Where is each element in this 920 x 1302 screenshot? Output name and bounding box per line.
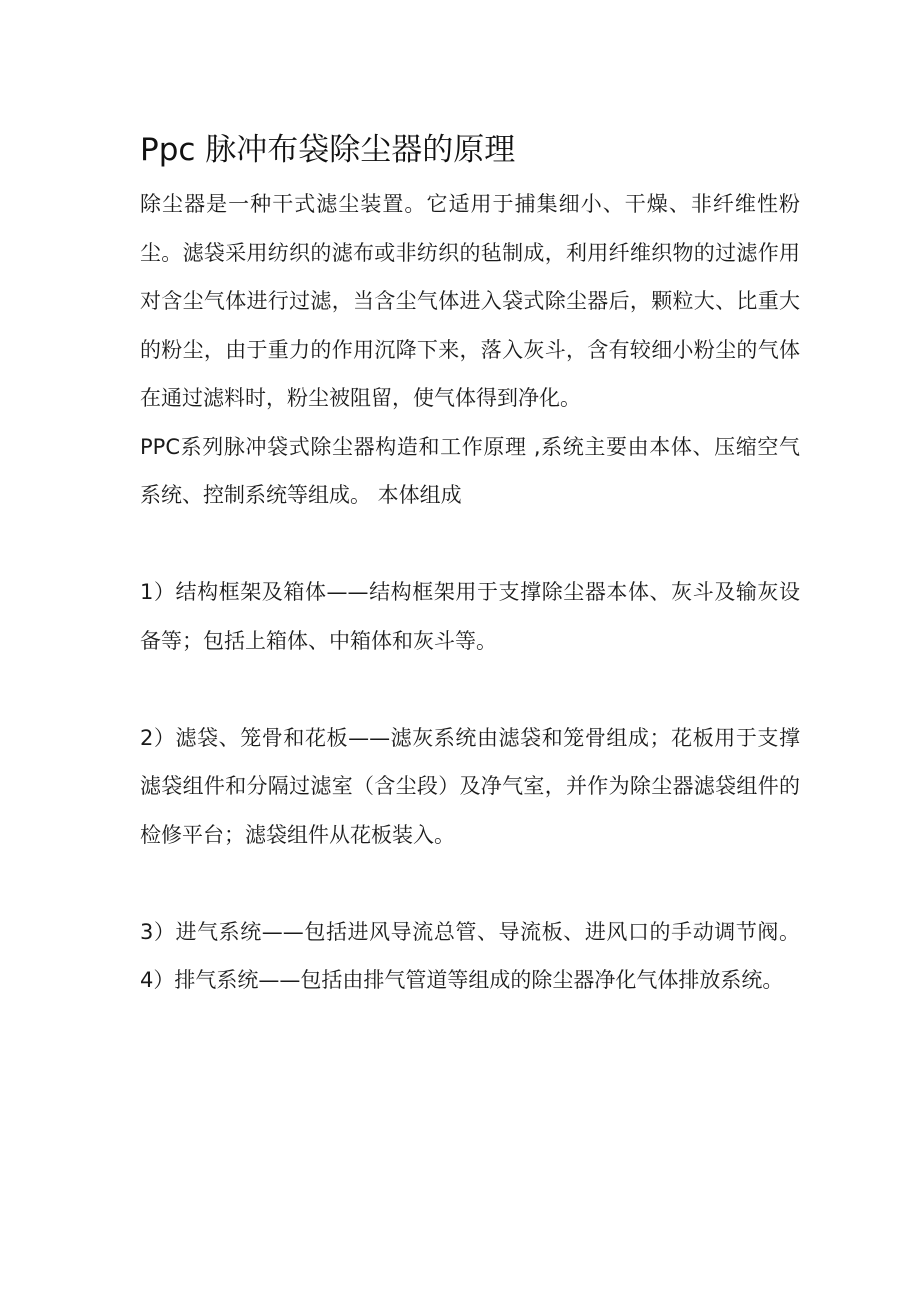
paragraph-ppc-overview: PPC系列脉冲袋式除尘器构造和工作原理 ,系统主要由本体、压缩空气系统、控制系统等组成。 本体组成 xyxy=(140,434,800,507)
paragraph-intro: 除尘器是一种干式滤尘装置。它适用于捕集细小、干燥、非纤维性粉尘。滤袋采用纺织的滤布或非纺织的毡制成，利用纤维织物的过滤作用对含尘气体进行过滤，当含尘气体进入袋式除尘器后，颗粒大、比重大的粉尘，由于重力的作用沉降下来，落入灰斗，含有较细小粉尘的气体在通过滤料时，粉尘被阻留，使气体得到净化。 xyxy=(140,192,800,410)
document-page xyxy=(140,128,800,1005)
spacer xyxy=(140,520,800,569)
spacer xyxy=(140,665,800,714)
paragraph-item-1: 1）结构框架及箱体——结构框架用于支撑除尘器本体、灰斗及输灰设备等；包括上箱体、中箱体和灰斗等。 xyxy=(140,580,800,653)
paragraph-item-2: 2）滤袋、笼骨和花板——滤灰系统由滤袋和笼骨组成；花板用于支撑滤袋组件和分隔过滤室（含尘段）及净气室，并作为除尘器滤袋组件的检修平台；滤袋组件从花板装入。 xyxy=(140,725,800,847)
spacer xyxy=(140,859,800,908)
paragraph-item-3-4: 3）进气系统——包括进风导流总管、导流板、进风口的手动调节阀。 4）排气系统——包括由排气管道等组成的除尘器净化气体排放系统。 xyxy=(140,919,800,992)
document-title: Ppc 脉冲布袋除尘器的原理 xyxy=(140,132,516,168)
